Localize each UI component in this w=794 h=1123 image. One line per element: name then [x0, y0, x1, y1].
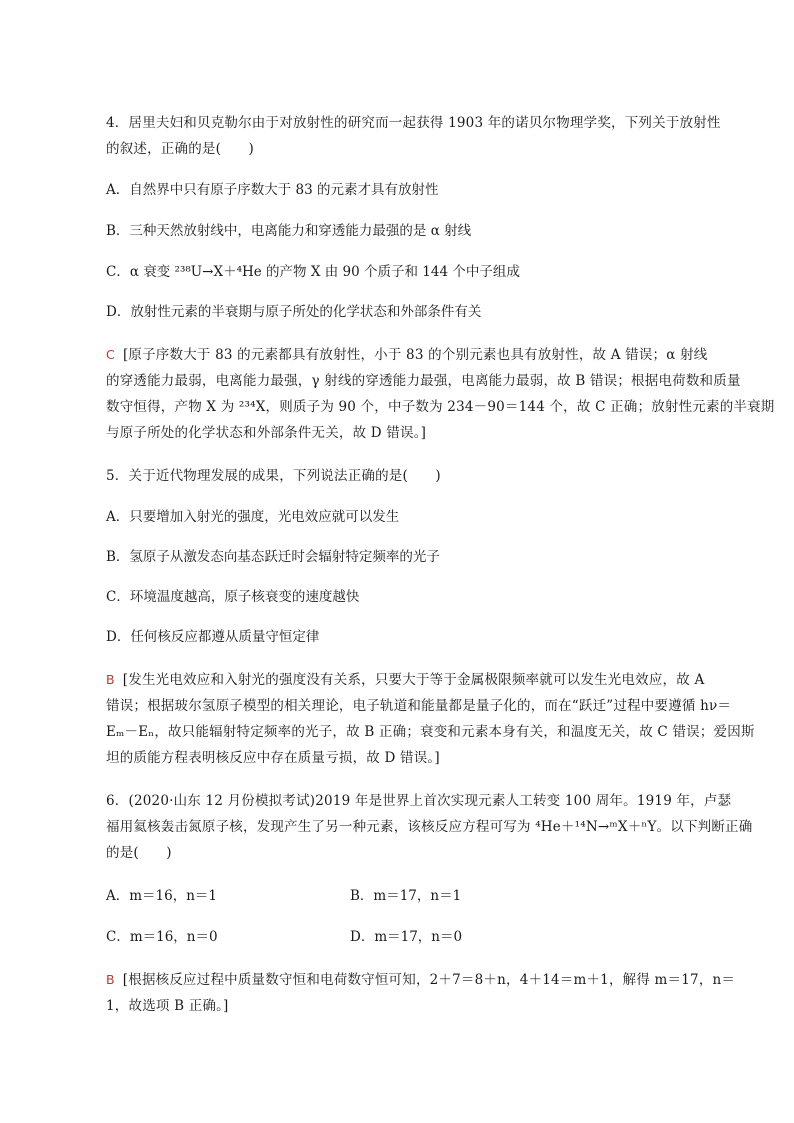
question-5-option-a: A．只要增加入射光的强度，光电效应就可以发生 — [106, 509, 400, 525]
question-4-stem-line-2: 的叙述，正确的是( ) — [106, 141, 254, 157]
question-5-option-d: D．任何核反应都遵从质量守恒定律 — [106, 629, 320, 645]
question-5-option-c: C．环境温度越高，原子核衰变的速度越快 — [106, 589, 360, 605]
question-5-explanation-text-1: [发生光电效应和入射光的强度没有关系，只要大于等于金属极限频率就可以发生光电效应，故 A — [122, 672, 705, 688]
question-4-answer-letter: C — [106, 347, 115, 362]
question-5-explanation-line-3: Eₘ－Eₙ，故只能辐射特定频率的光子，故 B 正确；衰变和元素本身有关，和温度无关，故 C 错误；爱因斯 — [106, 724, 755, 740]
question-5-explanation-line-2: 错误；根据玻尔氢原子模型的相关理论，电子轨道和能量都是量子化的，而在“跃迁”过程中要遵循 hν＝ — [106, 698, 732, 714]
question-6-answer-letter: B — [106, 972, 115, 987]
question-6-stem — [106, 788, 753, 866]
question-5-explanation — [106, 667, 755, 771]
question-4-stem-line-1: 4．居里夫妇和贝克勒尔由于对放射性的研究而一起获得 1903 年的诺贝尔物理学奖，下列关于放射性 — [106, 115, 721, 131]
question-5-option-b: B．氢原子从激发态向基态跃迁时会辐射特定频率的光子 — [106, 549, 440, 565]
question-5-answer-letter: B — [106, 672, 115, 687]
question-4-explanation-text-1: [原子序数大于 83 的元素都具有放射性，小于 83 的个别元素也具有放射性，故 A 错误；α 射线 — [122, 347, 708, 363]
question-6-explanation-line-2: 1，故选项 B 正确。] — [106, 998, 229, 1014]
question-6-option-a: A．m＝16，n＝1 — [106, 888, 218, 904]
question-4-explanation-line-2: 的穿透能力最弱，电离能力最强，γ 射线的穿透能力最强，电离能力最弱，故 B 错误；根据电荷数和质量 — [106, 373, 741, 389]
question-5-explanation-line-4: 坦的质能方程表明核反应中存在质量亏损，故 D 错误。] — [106, 750, 440, 766]
question-6-stem-line-3: 的是( ) — [106, 845, 172, 861]
question-6-explanation — [106, 967, 736, 1019]
question-6-option-c: C．m＝16，n＝0 — [106, 929, 218, 945]
question-4-explanation-line-4: 与原子所处的化学状态和外部条件无关，故 D 错误。] — [106, 425, 427, 441]
question-6-explanation-text-1: [根据核反应过程中质量数守恒和电荷数守恒可知，2＋7＝8＋n，4＋14＝m＋1，解得 m＝17，n＝ — [122, 972, 736, 988]
question-5-stem — [106, 463, 696, 489]
question-4-option-a: A．自然界中只有原子序数大于 83 的元素才具有放射性 — [106, 182, 439, 198]
question-4-option-d: D．放射性元素的半衰期与原子所处的化学状态和外部条件有关 — [106, 304, 482, 320]
question-4-option-b: B．三种天然放射线中，电离能力和穿透能力最强的是 α 射线 — [106, 223, 472, 239]
question-4-stem — [106, 110, 721, 162]
question-6-stem-line-1: 6．(2020·山东 12 月份模拟考试)2019 年是世界上首次实现元素人工转变 100 周年。1919 年，卢瑟 — [106, 793, 732, 809]
question-4-explanation — [106, 342, 775, 446]
question-6-explanation-line-1 — [106, 967, 736, 993]
question-5-explanation-line-1 — [106, 667, 705, 693]
question-4-explanation-line-1 — [106, 342, 708, 368]
question-4-explanation-line-3: 数守恒得，产物 X 为 ²³⁴X，则质子为 90 个，中子数为 234－90＝144 个，故 C 正确；放射性元素的半衰期 — [106, 399, 775, 415]
question-6-stem-line-2: 福用氦核轰击氮原子核，发现产生了另一种元素，该核反应方程可写为 ⁴He＋¹⁴N→ᵐX＋ⁿY。以下判断正确 — [106, 819, 753, 835]
question-6-option-d: D．m＝17，n＝0 — [350, 929, 463, 945]
question-5-stem-line-1: 5．关于近代物理发展的成果，下列说法正确的是( ) — [106, 468, 441, 484]
question-6-option-b: B．m＝17，n＝1 — [350, 888, 462, 904]
question-4-option-c: C．α 衰变 ²³⁸U→X＋⁴He 的产物 X 由 90 个质子和 144 个中子组成 — [106, 264, 520, 280]
